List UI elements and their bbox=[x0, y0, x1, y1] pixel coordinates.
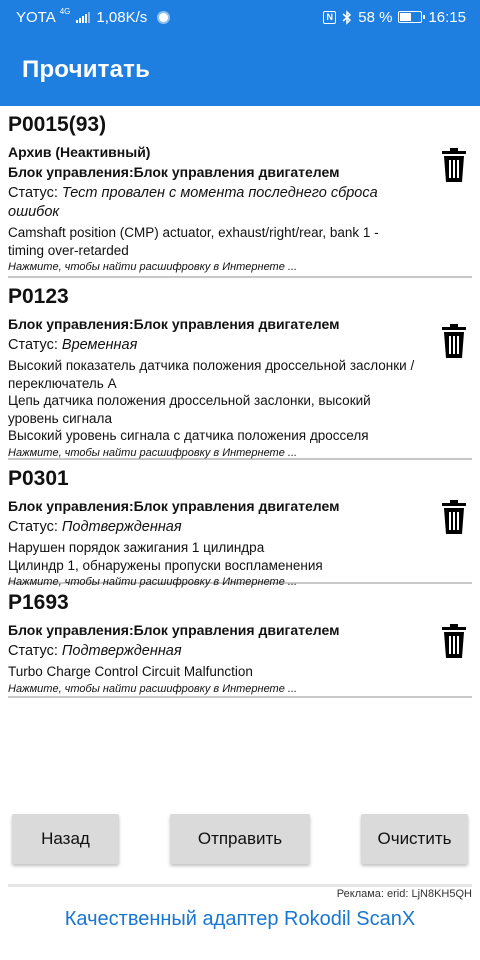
error-archive-state: Архив (Неактивный) bbox=[8, 144, 151, 160]
error-module: Блок управления:Блок управления двигателем bbox=[8, 316, 340, 332]
error-item[interactable] bbox=[0, 106, 480, 276]
carrier-name: YOTA bbox=[16, 8, 56, 26]
status-value: Тест провален с момента последнего сброса ошибок bbox=[8, 185, 378, 220]
ad-label: Реклама: erid: LjN8KH5QH bbox=[336, 888, 472, 900]
network-speed: 1,08K/s bbox=[96, 8, 148, 26]
battery-percent: 58 % bbox=[358, 8, 393, 26]
bluetooth-icon bbox=[342, 10, 352, 25]
status-label: Статус: bbox=[8, 185, 58, 201]
network-type: 4G bbox=[59, 6, 71, 16]
error-description: Цилиндр 1, обнаружены пропуски воспламенения bbox=[8, 557, 323, 573]
error-description: Нарушен порядок зажигания 1 цилиндра bbox=[8, 540, 265, 555]
search-online-link[interactable]: Нажмите, чтобы найти расшифровку в Интернете ... bbox=[8, 682, 298, 695]
trash-icon[interactable] bbox=[442, 624, 466, 658]
error-code: P0301 bbox=[8, 467, 69, 490]
signal-icon bbox=[76, 11, 90, 23]
error-description: Turbo Charge Control Circuit Malfunction bbox=[8, 664, 253, 679]
battery-icon bbox=[398, 11, 422, 23]
back-button[interactable]: Назад bbox=[12, 814, 119, 864]
trash-icon[interactable] bbox=[442, 148, 466, 182]
error-item[interactable] bbox=[0, 584, 480, 696]
ad-link[interactable]: Качественный адаптер Rokodil ScanX bbox=[64, 908, 416, 930]
status-value: Временная bbox=[61, 337, 138, 353]
status-bar bbox=[0, 0, 480, 34]
search-online-link[interactable]: Нажмите, чтобы найти расшифровку в Интернете ... bbox=[8, 261, 298, 273]
error-code: P1693 bbox=[8, 591, 69, 614]
app-bar bbox=[0, 34, 480, 106]
error-list bbox=[0, 106, 480, 698]
status-value: Подтвержденная bbox=[61, 519, 182, 535]
status-value: Подтвержденная bbox=[61, 643, 182, 659]
trash-icon[interactable] bbox=[442, 500, 466, 534]
status-label: Статус: bbox=[8, 337, 58, 353]
error-item[interactable] bbox=[0, 278, 480, 458]
search-online-link[interactable]: Нажмите, чтобы найти расшифровку в Интернете ... bbox=[8, 446, 298, 459]
ad-divider bbox=[8, 884, 472, 887]
error-description: Высокий показатель датчика положения дроссельной заслонки / переключатель А bbox=[8, 358, 415, 391]
clock: 16:15 bbox=[428, 8, 466, 26]
trash-icon[interactable] bbox=[442, 324, 466, 358]
error-description: Цепь датчика положения дроссельной заслонки, высокий уровень сигнала bbox=[8, 393, 371, 426]
error-description: Camshaft position (CMP) actuator, exhaust/right/rear, bank 1 - timing over-retarded bbox=[8, 225, 379, 258]
error-status bbox=[8, 642, 418, 661]
error-module: Блок управления:Блок управления двигателем bbox=[8, 622, 340, 638]
status-label: Статус: bbox=[8, 643, 58, 659]
search-online-link[interactable]: Нажмите, чтобы найти расшифровку в Интернете ... bbox=[8, 576, 298, 588]
clear-button[interactable]: Очистить bbox=[361, 814, 468, 864]
status-label: Статус: bbox=[8, 519, 58, 535]
error-module: Блок управления:Блок управления двигателем bbox=[8, 164, 340, 180]
send-button[interactable]: Отправить bbox=[170, 814, 310, 864]
nfc-icon: N bbox=[323, 11, 336, 24]
notification-dot-icon bbox=[159, 13, 168, 22]
error-description: Высокий уровень сигнала с датчика положения дросселя bbox=[8, 428, 369, 443]
error-item[interactable] bbox=[0, 460, 480, 588]
error-code: P0015(93) bbox=[8, 113, 107, 136]
error-module: Блок управления:Блок управления двигателем bbox=[8, 498, 340, 514]
page-title: Прочитать bbox=[22, 56, 151, 83]
error-status bbox=[8, 184, 418, 222]
error-code: P0123 bbox=[8, 285, 69, 308]
error-status bbox=[8, 518, 418, 537]
error-status bbox=[8, 336, 418, 355]
